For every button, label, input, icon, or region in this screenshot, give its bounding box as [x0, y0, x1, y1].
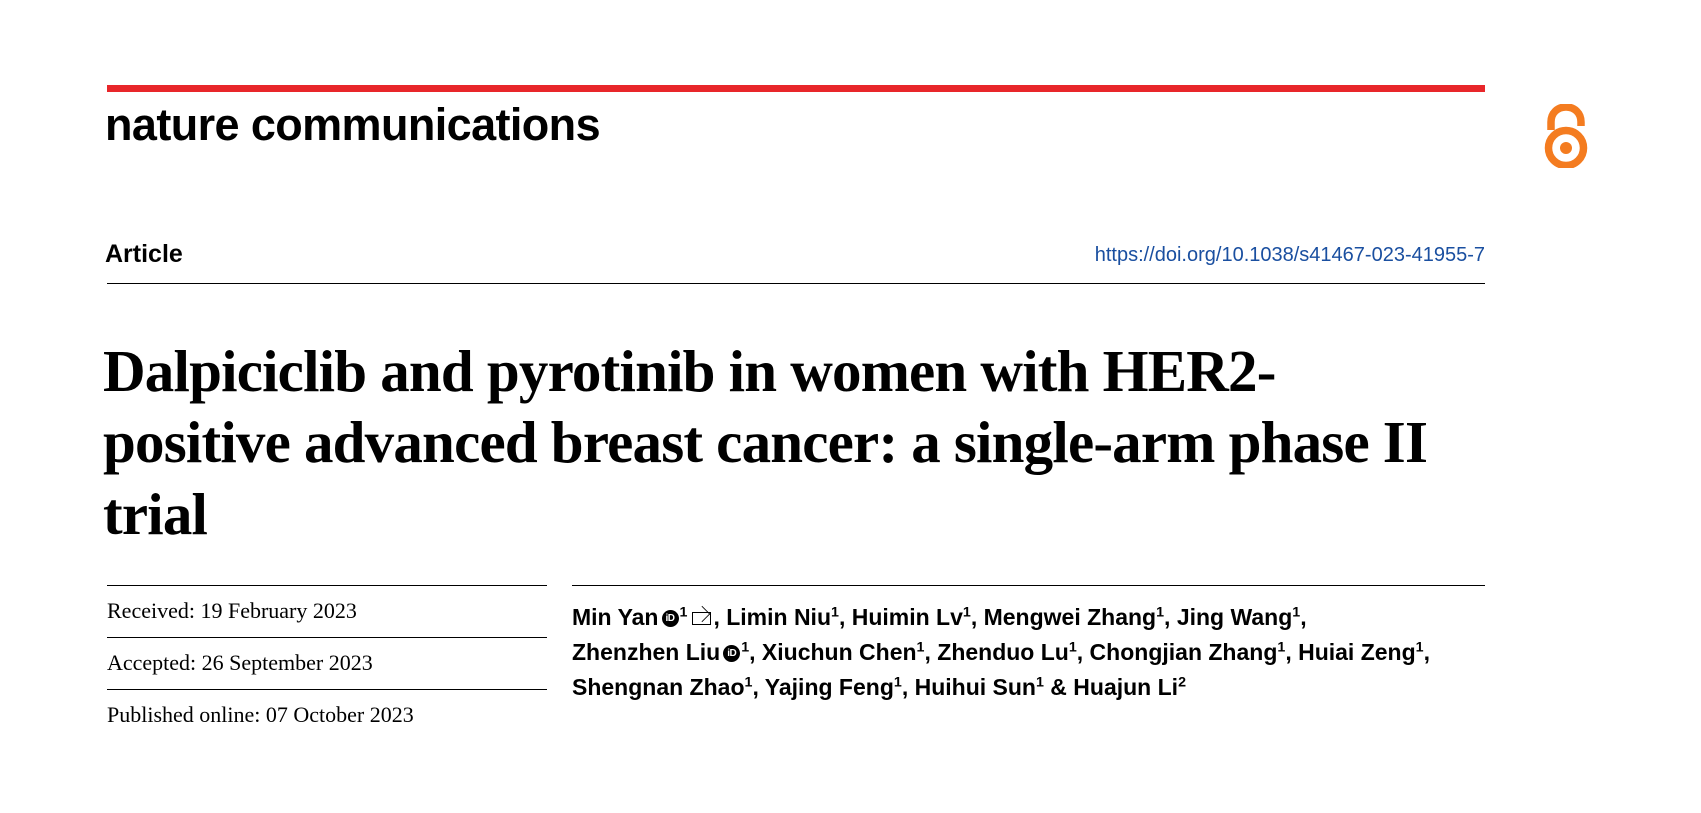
authors-separator: ,	[1423, 638, 1430, 665]
authors-text	[572, 600, 1487, 705]
doi-link[interactable]: https://doi.org/10.1038/s41467-023-41955-7	[1094, 244, 1485, 266]
authors-separator: ,	[1300, 604, 1307, 630]
author-affiliation-marker: 1	[1415, 639, 1424, 656]
author-name[interactable]: , Zhenduo Lu	[924, 638, 1069, 665]
author-name[interactable]: Shengnan Zhao	[572, 673, 745, 700]
page-title: Dalpiciclib and pyrotinib in women with HER2-positive advanced breast cancer: a single-arm phase II trial	[103, 337, 1428, 548]
author-affiliation-marker: 1	[962, 604, 971, 621]
author-affiliation-marker: 1	[1156, 604, 1165, 621]
author-list	[572, 585, 1487, 705]
authors-divider	[572, 585, 1485, 586]
header-divider	[107, 283, 1485, 284]
author-name[interactable]: & Huajun Li	[1043, 673, 1179, 700]
author-name[interactable]: Min Yan	[572, 604, 659, 630]
author-affiliation-marker: 1	[679, 604, 688, 621]
author-name[interactable]: , Limin Niu	[713, 604, 831, 630]
journal-masthead: nature communications	[105, 99, 600, 150]
date-published: Published online: 07 October 2023	[107, 689, 547, 741]
author-affiliation-marker: 1	[744, 674, 753, 691]
orcid-icon[interactable]	[662, 610, 679, 627]
author-name[interactable]: , Mengwei Zhang	[970, 604, 1157, 630]
author-affiliation-marker: 1	[831, 604, 839, 621]
author-name[interactable]: , Chongjian Zhang	[1076, 638, 1278, 665]
article-header-row	[105, 240, 1485, 280]
date-received: Received: 19 February 2023	[107, 585, 547, 637]
author-affiliation-marker: 1	[1035, 674, 1044, 691]
author-name[interactable]: , Huimin Lv	[838, 604, 963, 630]
author-name[interactable]: , Huihui Sun	[901, 673, 1036, 700]
open-access-icon	[1539, 104, 1593, 168]
author-affiliation-marker: 1	[1292, 604, 1301, 621]
author-affiliation-marker: 1	[1068, 639, 1077, 656]
orcid-icon[interactable]	[723, 645, 740, 662]
author-affiliation-marker: 1	[741, 639, 750, 656]
author-name[interactable]: Zhenzhen Liu	[572, 638, 721, 665]
date-accepted: Accepted: 26 September 2023	[107, 637, 547, 689]
author-affiliation-marker: 1	[1277, 639, 1286, 656]
publication-dates	[107, 585, 547, 741]
author-affiliation-marker: 1	[916, 639, 925, 656]
author-name[interactable]: , Jing Wang	[1164, 604, 1293, 630]
author-affiliation-marker: 1	[893, 674, 902, 691]
author-affiliation-marker: 2	[1178, 674, 1187, 691]
corresponding-author-email-icon[interactable]	[692, 612, 711, 625]
article-type-label: Article	[105, 240, 183, 268]
author-name[interactable]: , Huiai Zeng	[1285, 638, 1416, 665]
author-name[interactable]: , Yajing Feng	[752, 673, 894, 700]
author-name[interactable]: , Xiuchun Chen	[749, 638, 917, 665]
nature-red-rule	[107, 85, 1485, 92]
